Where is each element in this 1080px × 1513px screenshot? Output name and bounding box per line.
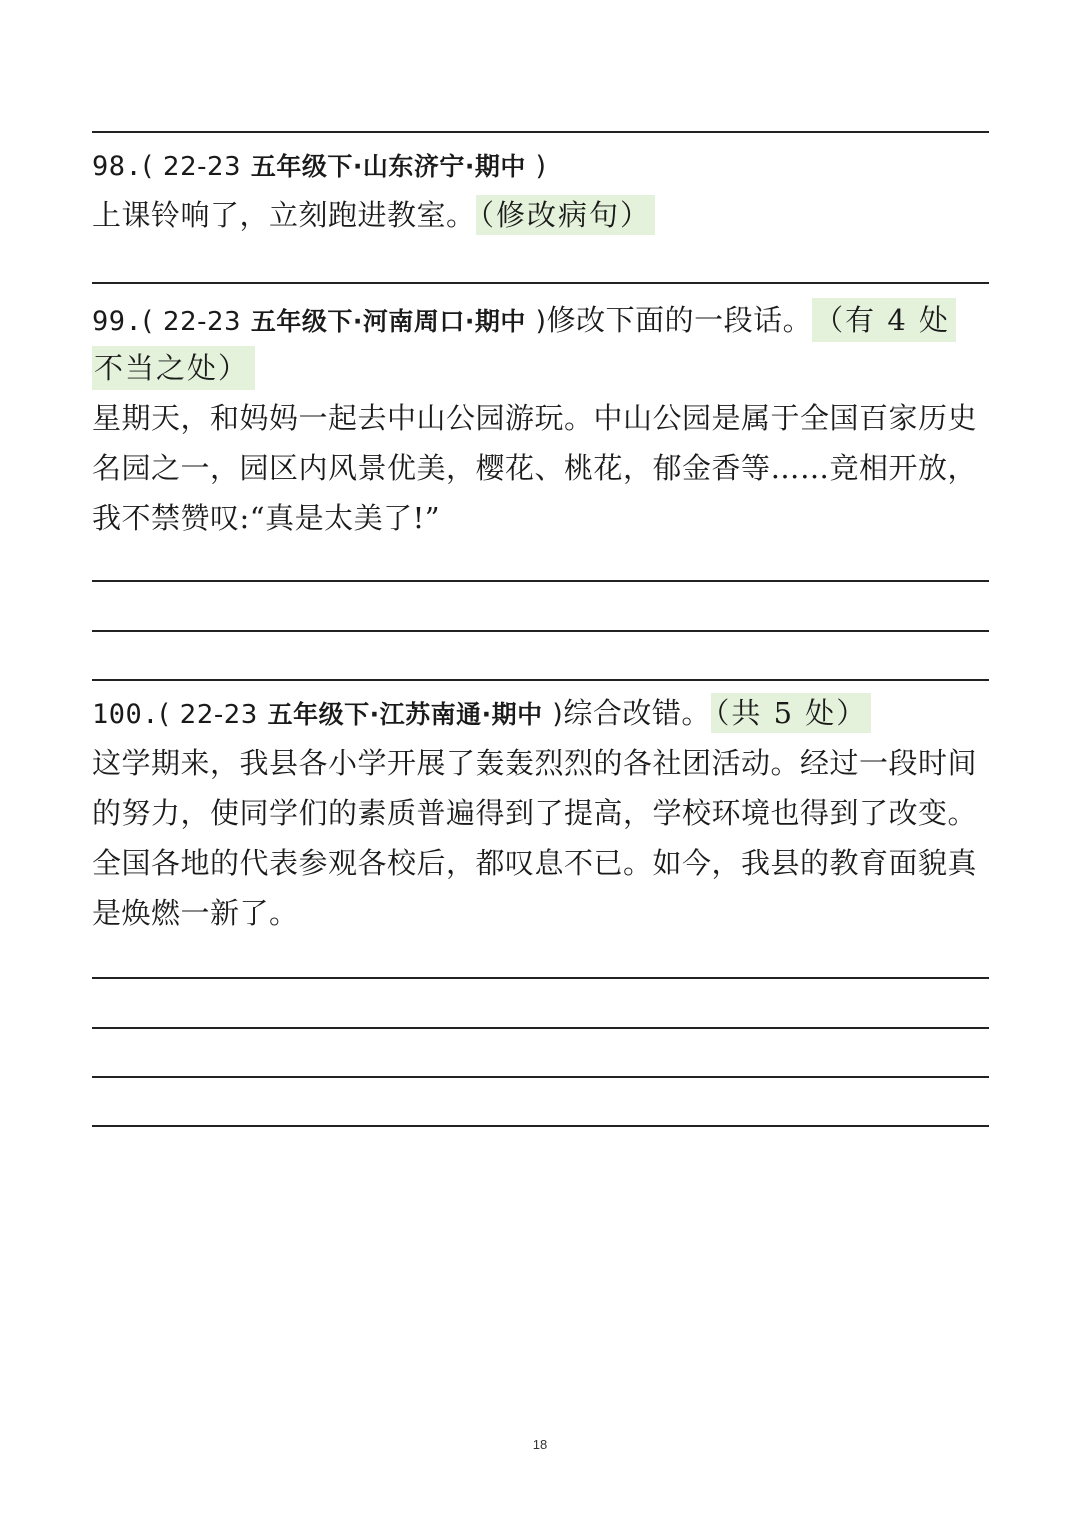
answer-line: [92, 282, 989, 284]
passage-line: 名园之一，园区内风景优美，樱花、桃花，郁金香等……竞相开放，: [92, 451, 978, 485]
answer-line: [92, 1125, 989, 1127]
passage-line: 是焕燃一新了。: [92, 896, 299, 930]
instruction-highlight: （共 5 处）: [711, 693, 871, 733]
answer-line: [92, 1076, 989, 1078]
question-source: 五年级下·江苏南通·期中: [267, 700, 543, 729]
question-year: 22-23: [163, 152, 242, 182]
question-number: 98.: [92, 151, 143, 182]
question-prompt: 综合改错。: [563, 696, 711, 730]
answer-line: [92, 580, 989, 582]
question-100-header: 100.( 22-23 五年级下·江苏南通·期中 )综合改错。 （共 5 处）: [92, 688, 992, 740]
passage-line: 我不禁赞叹:“真是太美了!”: [92, 501, 441, 535]
question-99-header: 99.( 22-23 五年级下·河南周口·期中 )修改下面的一段话。（有 4 处: [92, 295, 992, 347]
question-98-header: 98.( 22-23 五年级下·山东济宁·期中 ): [92, 151, 547, 182]
answer-line: [92, 131, 989, 133]
instruction-highlight: （有 4 处: [812, 298, 956, 342]
question-year: 22-23: [163, 307, 242, 337]
question-number: 100.: [92, 699, 160, 730]
page-number: 18: [532, 1437, 548, 1452]
passage-line: 这学期来，我县各小学开展了轰轰烈烈的各社团活动。经过一段时间: [92, 746, 978, 780]
question-prompt: 修改下面的一段话。: [546, 303, 813, 337]
instruction-highlight: 不当之处）: [92, 346, 255, 390]
answer-line: [92, 679, 989, 681]
question-source: 五年级下·河南周口·期中: [250, 307, 526, 336]
answer-line: [92, 977, 989, 979]
question-source: 五年级下·山东济宁·期中: [250, 152, 526, 181]
instruction-highlight: （修改病句）: [476, 195, 656, 235]
passage-line: 全国各地的代表参观各校后，都叹息不已。如今，我县的教育面貌真: [92, 846, 978, 880]
answer-line: [92, 1027, 989, 1029]
question-number: 99.: [92, 306, 143, 337]
question-99-instruction-cont: [92, 343, 992, 393]
question-year: 22-23: [179, 700, 258, 730]
passage-line: 星期天，和妈妈一起去中山公园游玩。中山公园是属于全国百家历史: [92, 401, 978, 435]
passage-line: 的努力，使同学们的素质普遍得到了提高，学校环境也得到了改变。: [92, 796, 978, 830]
question-98-body: [92, 190, 992, 240]
answer-line: [92, 630, 989, 632]
question-sentence: 上课铃响了，立刻跑进教室。: [92, 198, 476, 232]
